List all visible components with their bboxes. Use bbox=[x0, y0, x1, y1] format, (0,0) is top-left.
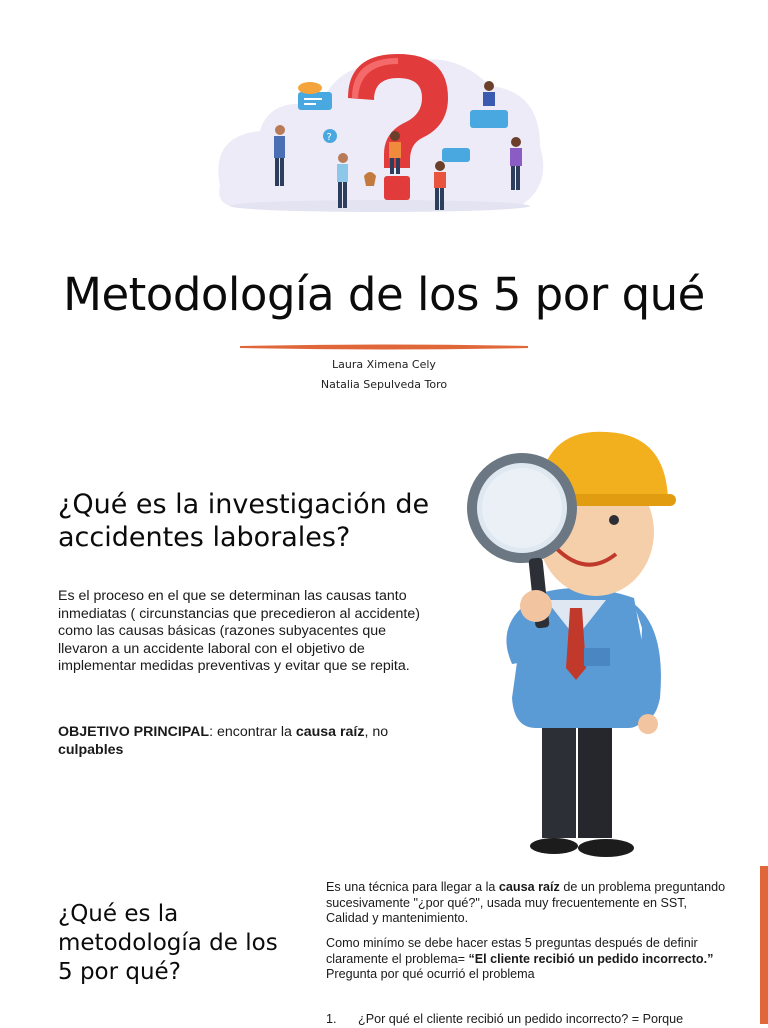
p2-text-2: Pregunta por qué ocurrió el problema bbox=[326, 967, 535, 981]
hero-question-illustration bbox=[200, 36, 552, 212]
p1-text-2: de un problema preguntando sucesivamente "¿por qué?", usada muy frecuentemente en SST, Calidad y mantenimiento. bbox=[326, 880, 726, 925]
svg-text:?: ? bbox=[326, 132, 332, 143]
objective-label: OBJETIVO PRINCIPAL bbox=[58, 724, 210, 740]
section-2-paragraph-1 bbox=[326, 880, 726, 927]
list-item-text: ¿Por qué el cliente recibió un pedido incorrecto? = Porque bbox=[358, 1012, 684, 1026]
objective-text-1: : encontrar la bbox=[209, 724, 296, 740]
objective-bold-1: causa raíz bbox=[295, 724, 365, 740]
page-title: Metodología de los 5 por qué bbox=[63, 268, 705, 321]
objective-text-2: , no bbox=[364, 724, 389, 740]
section-2-paragraph-2 bbox=[326, 936, 726, 983]
list-item-number: 1. bbox=[326, 1012, 337, 1026]
p2-text-1: Como minímo se debe hacer estas 5 preguntas después de definir claramente el problema= bbox=[326, 936, 698, 966]
section-1-paragraph: Es el proceso en el que se determinan las causas tanto inmediatas ( circunstancias que precedieron al accidente) como las causas básicas (razones subyacentes que llevaron a un accidente laboral con el objetivo de implementar medidas preventivas y evitar que se repita. bbox=[58, 588, 420, 674]
section-2-heading: ¿Qué es la metodología de los 5 por qué? bbox=[58, 901, 278, 985]
author-1: Laura Ximena Cely bbox=[332, 358, 436, 371]
p1-text-1: Es una técnica para llegar a la bbox=[326, 880, 499, 894]
author-2: Natalia Sepulveda Toro bbox=[320, 378, 448, 391]
p1-bold: causa raíz bbox=[498, 880, 560, 894]
list-item bbox=[326, 1012, 746, 1028]
title-underline bbox=[238, 344, 530, 350]
p2-bold: “El cliente recibió un pedido incorrecto.” bbox=[468, 951, 714, 966]
objective-line bbox=[58, 724, 438, 759]
inspector-illustration bbox=[456, 428, 688, 864]
section-1-heading: ¿Qué es la investigación de accidentes laborales? bbox=[58, 489, 430, 553]
objective-bold-2: culpables bbox=[58, 741, 124, 758]
accent-bar bbox=[760, 866, 768, 1024]
